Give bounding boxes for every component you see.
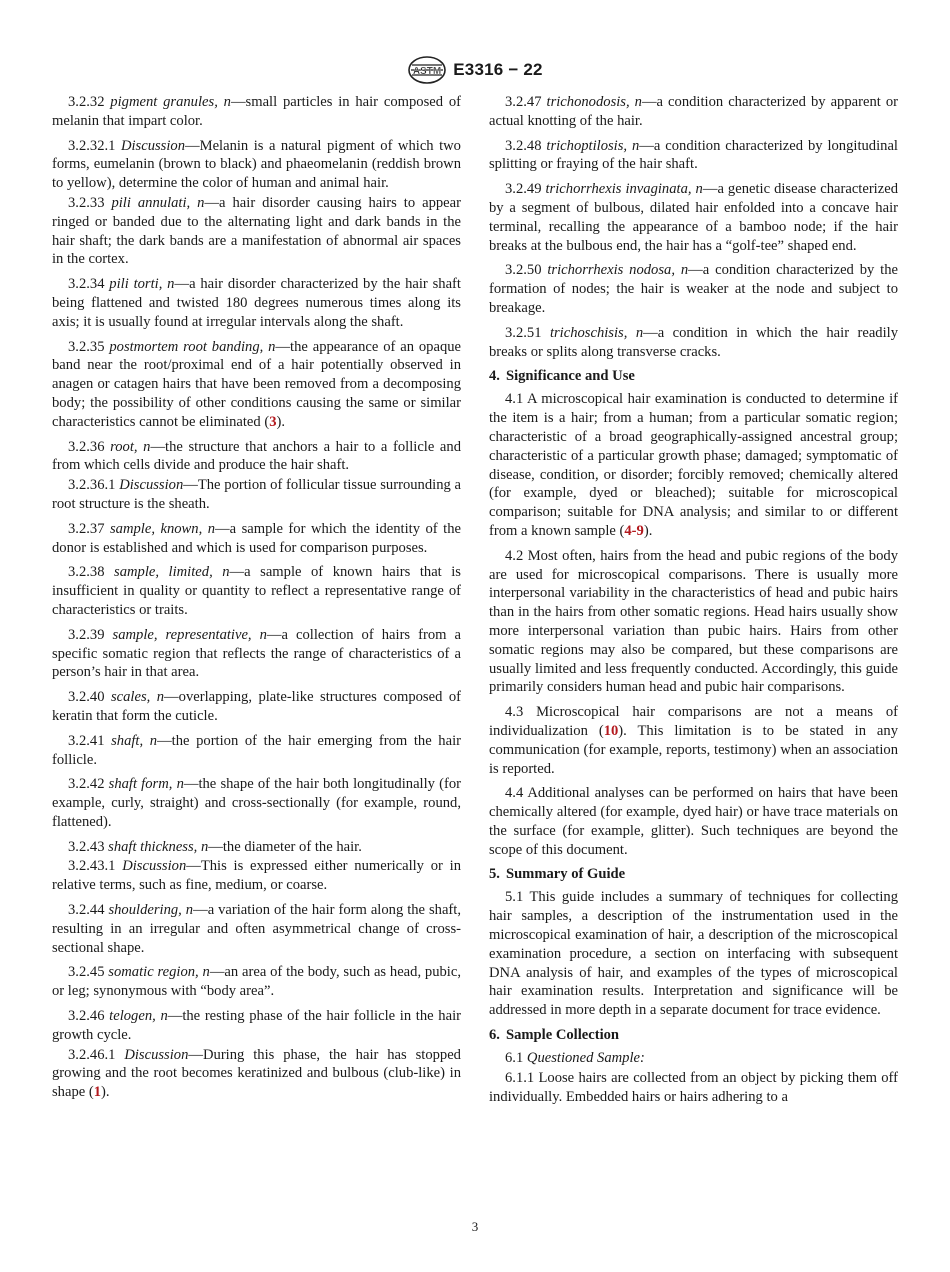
discussion-paragraph [52, 137, 461, 193]
section-heading-sample-collection [489, 1026, 898, 1045]
clause-number: 3.2.46 [68, 1008, 105, 1025]
astm-logo-icon [407, 55, 447, 85]
definition-paragraph [52, 194, 461, 269]
definition-text: —a condition characterized by longitudinal splitting or fraying of the hair shaft. [489, 137, 898, 173]
svg-text:ASTM: ASTM [413, 66, 442, 77]
section-number: 4. [489, 368, 500, 385]
definition-text: —the structure that anchors a hair to a follicle and from which cells divide and produce the hair shaft. [52, 438, 461, 474]
clause-text: Additional analyses can be performed on hairs that have been chemically altered (for example, dyed hair) or have trace materials on the surface (for example, glitter). Such techniques are beyond the scope of this document. [489, 785, 898, 858]
section-title: Significance and Use [505, 368, 635, 385]
definition-paragraph [52, 963, 461, 1001]
part-of-speech: n [680, 262, 689, 279]
clause-number: 3.2.36.1 [68, 477, 116, 494]
section-number: 5. [489, 866, 500, 883]
clause-number: 3.2.46.1 [68, 1046, 116, 1063]
term: trichonodosis, [546, 94, 630, 110]
part-of-speech: n [223, 94, 231, 110]
term: scales, [110, 689, 151, 706]
clause-number: 3.2.48 [505, 137, 542, 154]
discussion-label: Discussion [119, 477, 184, 494]
discussion-paragraph [52, 1046, 461, 1102]
part-of-speech: n [695, 181, 703, 198]
subsection-title: Questioned Sample: [526, 1050, 645, 1067]
clause-number: 3.2.37 [68, 520, 105, 537]
term: shaft, [111, 732, 144, 749]
clause-text: A microscopical hair examination is conducted to determine if the item is a hair; from a human; from a particular somatic region; characteristic of a broad geographically-assigned ancestral group; characteristic of a particular growth phase; damaged; symptomatic of disease, condition, or disorder; forcibly removed; chemically altered (for example, dyed or bleached); suitable for microscopical comparison; suitable for DNA analysis; and similar to or different from a known sample ( [489, 391, 898, 539]
part-of-speech: n [143, 438, 151, 455]
discussion-tail: ). [101, 1084, 110, 1101]
term: root, [110, 438, 138, 455]
definition-text: —an area of the body, such as head, pubic, or leg; synonymous with “body area”. [52, 964, 461, 1000]
definition-text: —a hair disorder causing hairs to appear ringed or banded due to the alternating light and dark bands in the hair shaft; the dark bands are a manifestation of abnormal air spaces in the cortex. [52, 194, 461, 268]
part-of-speech: n [634, 94, 642, 110]
clause-number: 3.2.43 [68, 838, 105, 855]
clause-number: 3.2.47 [505, 94, 542, 110]
term: sample, representative, [112, 626, 252, 643]
clause-number: 3.2.35 [68, 338, 105, 355]
clause-number: 3.2.41 [68, 732, 105, 749]
discussion-text: —The portion of follicular tissue surrounding a root structure is the sheath. [52, 477, 461, 512]
left-column [52, 93, 461, 1108]
reference-link[interactable]: 10 [603, 722, 619, 739]
clause-paragraph [489, 784, 898, 859]
definition-paragraph [52, 520, 461, 558]
term: trichorrhexis invaginata, [545, 181, 692, 198]
section-title: Sample Collection [505, 1027, 620, 1044]
clause-number: 4.3 [505, 704, 524, 721]
definition-paragraph [52, 338, 461, 432]
definition-text: —a condition in which the hair readily breaks or splits along transverse cracks. [489, 324, 899, 360]
clause-number: 3.2.33 [68, 194, 105, 211]
section-heading-significance [489, 367, 898, 386]
right-column [489, 93, 898, 1112]
part-of-speech: n [149, 732, 158, 749]
definition-text: —the resting phase of the hair follicle in the hair growth cycle. [52, 1008, 461, 1043]
term: sample, known, [109, 520, 203, 537]
definition-paragraph [52, 775, 461, 831]
definition-paragraph [52, 838, 461, 857]
part-of-speech: n [222, 564, 230, 581]
part-of-speech: n [197, 194, 205, 211]
part-of-speech: n [259, 626, 267, 643]
clause-number: 5.1 [505, 889, 524, 906]
definition-text: —a condition characterized by apparent or actual knotting of the hair. [489, 94, 898, 129]
definition-paragraph [52, 563, 461, 619]
clause-tail: ). This limitation is to be stated in any communication (for example, reports, testimony) when an association is reported. [489, 722, 898, 777]
term: telogen, [109, 1008, 156, 1025]
clause-number: 3.2.43.1 [68, 858, 116, 875]
clause-text: Microscopical hair comparisons are not a means of individualization ( [489, 704, 898, 739]
definition-text: —the appearance of an opaque band near the root/proximal end of a hair potentially observed in anagen or catagen hairs that have been removed from a decomposing body; the possibility of other conditions causing the same or similar characteristics cannot be eliminated ( [52, 338, 462, 430]
part-of-speech: n [202, 964, 210, 981]
discussion-paragraph [52, 476, 461, 514]
definition-text: —the shape of the hair both longitudinally (for example, curly, straight) and cross-sectionally (for example, round, flattened). [52, 776, 461, 830]
clause-number: 3.2.38 [68, 564, 105, 581]
definition-paragraph [52, 275, 461, 331]
definition-paragraph [489, 261, 898, 317]
term: shaft form, [108, 776, 173, 793]
definition-paragraph [52, 1007, 461, 1045]
term: postmortem root banding, [109, 338, 264, 355]
part-of-speech: n [200, 838, 209, 855]
term: trichoschisis, [549, 324, 628, 341]
clause-tail: ). [643, 522, 653, 539]
term: shouldering, [108, 902, 182, 919]
definition-text: —a hair disorder characterized by the hair shaft being flattened and twisted 180 degrees numerous times along its axis; it is usually found at irregular intervals along the shaft. [52, 276, 461, 330]
clause-number: 6.1 [505, 1050, 524, 1067]
clause-number: 3.2.32.1 [68, 137, 116, 154]
part-of-speech: n [268, 338, 276, 355]
definition-paragraph [489, 93, 898, 131]
clause-paragraph [489, 390, 898, 540]
reference-link[interactable]: 1 [93, 1084, 102, 1101]
clause-text: This guide includes a summary of techniques for collecting hair samples, a description of the instrumentation used in the microscopical examination of hair, a description of the microscopical examination procedure, a section on interfacing with subsequent DNA analysis of hair, and examples of the types of microscopical hair examination results. Interpretation and significance will be addressed in more depth in a separate document for trace evidence. [489, 889, 899, 1019]
reference-link[interactable]: 3 [269, 413, 277, 430]
clause-paragraph [489, 703, 898, 778]
clause-number: 4.2 [505, 547, 524, 564]
definition-paragraph [489, 324, 898, 362]
reference-link[interactable]: 4-9 [624, 522, 644, 539]
clause-paragraph [489, 547, 898, 697]
clause-number: 3.2.32 [68, 94, 105, 110]
part-of-speech: n [156, 689, 165, 706]
definition-text: —a genetic disease characterized by a segment of bulbous, dilated hair enfolded into a concave hair terminal, recalling the appearance of a bamboo node; if the hair breaks at the bulbous end, the hair has a “golf-tee” shaped end. [489, 181, 898, 254]
page-header [0, 53, 950, 87]
term: trichorrhexis nodosa, [547, 262, 675, 279]
discussion-label: Discussion [124, 1046, 189, 1063]
clause-paragraph [489, 888, 898, 1020]
definition-paragraph [52, 626, 461, 682]
definition-tail: ). [276, 413, 285, 430]
clause-number: 4.4 [505, 785, 524, 802]
definition-text: —a collection of hairs from a specific somatic region that reflects the range of characteristics of a person’s hair in that area. [52, 626, 461, 681]
clause-number: 4.1 [505, 391, 524, 408]
part-of-speech: n [185, 902, 194, 919]
definition-text: —the portion of the hair emerging from the hair follicle. [52, 732, 461, 768]
clause-number: 3.2.36 [68, 438, 105, 455]
part-of-speech: n [207, 520, 216, 537]
term: shaft thickness, [108, 838, 198, 855]
part-of-speech: n [160, 1008, 168, 1025]
discussion-label: Discussion [122, 858, 187, 875]
discussion-text: —This is expressed either numerically or in relative terms, such as fine, medium, or coarse. [52, 858, 461, 894]
definition-paragraph [489, 180, 898, 255]
clause-number: 3.2.40 [68, 689, 105, 706]
part-of-speech: n [167, 276, 175, 293]
clause-number: 3.2.51 [505, 324, 542, 341]
part-of-speech: n [635, 324, 644, 341]
discussion-text: —During this phase, the hair has stopped growing and the root becomes keratinized and bulbous (club-like) in shape ( [52, 1046, 461, 1101]
definition-paragraph [52, 93, 461, 131]
clause-text: Most often, hairs from the head and pubic regions of the body are used for microscopical comparisons. There is usually more interpersonal variability in the characteristics of head and pubic hairs than in the hairs from other somatic regions. Head hairs usually show more interpersonal variation than pubic hairs. Hairs from other somatic regions may also be compared, but these comparisons are usually limited and less frequently conducted. Accordingly, this guide primarily considers human head and pubic hair comparisons. [489, 547, 898, 696]
section-heading-summary [489, 865, 898, 884]
discussion-label: Discussion [120, 137, 185, 154]
term: trichoptilosis, [546, 137, 628, 154]
definition-text: —a variation of the hair form along the shaft, resulting in an irregular and often asymmetrical change of cross-sectional shape. [52, 902, 461, 956]
clause-number: 3.2.39 [68, 626, 105, 643]
definition-paragraph [52, 438, 461, 476]
section-title: Summary of Guide [505, 866, 626, 883]
clause-number: 6.1.1 [505, 1069, 535, 1086]
definition-paragraph [52, 732, 461, 770]
clause-number: 3.2.34 [68, 276, 105, 293]
definition-text: —a sample of known hairs that is insufficient in quality or quantity to reflect a representative range of characteristics or traits. [52, 564, 461, 618]
term: pili annulati, [111, 194, 191, 211]
part-of-speech: n [176, 776, 184, 793]
clause-number: 3.2.45 [68, 964, 105, 981]
discussion-text: —Melanin is a natural pigment of which two forms, eumelanin (brown to black) and phaeomelanin (reddish brown to yellow), determine the color of human and animal hair. [52, 137, 461, 192]
term: somatic region, [108, 964, 199, 981]
discussion-paragraph [52, 857, 461, 895]
clause-number: 3.2.44 [68, 902, 105, 919]
clause-text: Loose hairs are collected from an object by picking them off individually. Embedded hairs or hairs adhering to a [489, 1069, 898, 1105]
definition-text: —small particles in hair composed of melanin that impart color. [52, 94, 461, 129]
definition-paragraph [52, 688, 461, 726]
clause-number: 3.2.49 [505, 181, 542, 198]
definition-paragraph [489, 137, 898, 175]
definition-text: —the diameter of the hair. [208, 838, 362, 855]
clause-number: 3.2.42 [68, 776, 105, 793]
term: pigment granules, [110, 94, 218, 110]
subsection-heading [489, 1049, 898, 1068]
definition-text: —overlapping, plate-like structures composed of keratin that form the cuticle. [52, 689, 461, 724]
part-of-speech: n [631, 137, 640, 154]
clause-paragraph [489, 1069, 898, 1107]
definition-paragraph [52, 901, 461, 957]
term: sample, limited, [114, 564, 213, 581]
definition-text: —a sample for which the identity of the donor is established and which is used for comparison purposes. [52, 520, 461, 556]
page-number: 3 [471, 1219, 479, 1234]
section-number: 6. [489, 1027, 500, 1044]
term: pili torti, [109, 276, 163, 293]
clause-number: 3.2.50 [505, 262, 542, 279]
definition-text: —a condition characterized by the formation of nodes; the hair is weaker at the node and subject to breakage. [489, 262, 898, 316]
standard-designation: E3316 − 22 [453, 60, 543, 79]
